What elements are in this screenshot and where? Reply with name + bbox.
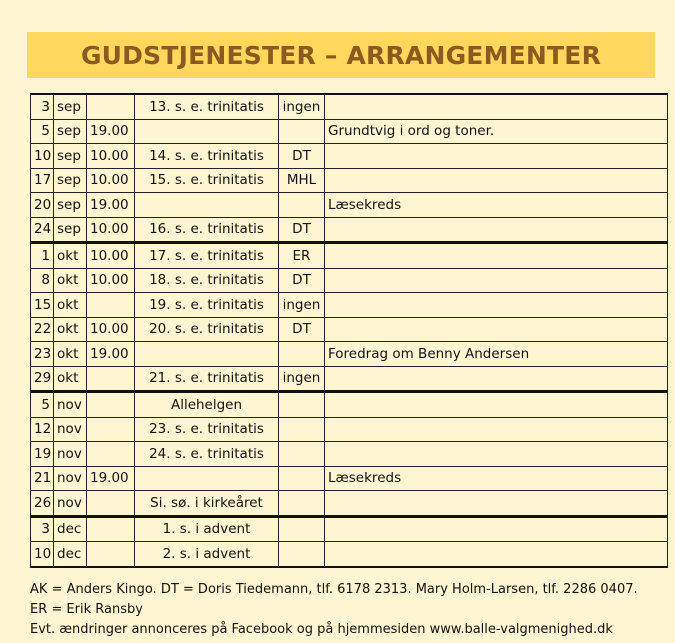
date-day-cell: 24: [31, 217, 54, 243]
service-cell: [135, 193, 279, 218]
time-cell: 19.00: [87, 193, 135, 218]
date-month-cell: okt: [54, 366, 87, 392]
time-cell: [87, 417, 135, 442]
schedule-row: [31, 217, 668, 243]
date-day-cell: 10: [31, 542, 54, 567]
priest-cell: [279, 516, 325, 542]
page-title: GUDSTJENESTER – ARRANGEMENTER: [80, 40, 602, 70]
service-cell: 16. s. e. trinitatis: [135, 217, 279, 243]
title-banner: [27, 32, 655, 78]
schedule-row: [31, 94, 668, 119]
date-day-cell: 22: [31, 317, 54, 342]
time-cell: 10.00: [87, 144, 135, 169]
time-cell: 10.00: [87, 217, 135, 243]
schedule-body: [31, 94, 668, 567]
date-month-cell: sep: [54, 119, 87, 144]
date-month-cell: dec: [54, 516, 87, 542]
date-month-cell: dec: [54, 542, 87, 567]
date-month-cell: nov: [54, 491, 87, 517]
date-month-cell: okt: [54, 317, 87, 342]
priest-cell: [279, 392, 325, 418]
service-cell: [135, 342, 279, 367]
date-day-cell: 26: [31, 491, 54, 517]
date-month-cell: nov: [54, 466, 87, 491]
schedule-row: [31, 542, 668, 567]
date-day-cell: 3: [31, 516, 54, 542]
event-note-cell: [325, 392, 668, 418]
time-cell: 19.00: [87, 466, 135, 491]
time-cell: 10.00: [87, 268, 135, 293]
date-day-cell: 5: [31, 392, 54, 418]
schedule-row: [31, 366, 668, 392]
schedule-row: [31, 392, 668, 418]
date-month-cell: okt: [54, 293, 87, 318]
time-cell: 19.00: [87, 119, 135, 144]
priest-cell: [279, 542, 325, 567]
date-day-cell: 29: [31, 366, 54, 392]
date-month-cell: nov: [54, 442, 87, 467]
schedule-table: [30, 93, 668, 568]
schedule-row: [31, 442, 668, 467]
time-cell: [87, 491, 135, 517]
event-note-cell: [325, 268, 668, 293]
priest-cell: DT: [279, 217, 325, 243]
service-cell: 20. s. e. trinitatis: [135, 317, 279, 342]
event-note-cell: [325, 217, 668, 243]
time-cell: 10.00: [87, 317, 135, 342]
time-cell: [87, 442, 135, 467]
event-note-cell: [325, 94, 668, 119]
event-note-cell: [325, 516, 668, 542]
time-cell: [87, 542, 135, 567]
priest-cell: [279, 442, 325, 467]
priest-cell: ingen: [279, 94, 325, 119]
schedule-row: [31, 342, 668, 367]
date-month-cell: sep: [54, 168, 87, 193]
service-cell: 24. s. e. trinitatis: [135, 442, 279, 467]
schedule-row: [31, 466, 668, 491]
time-cell: [87, 293, 135, 318]
event-note-cell: [325, 144, 668, 169]
service-cell: 14. s. e. trinitatis: [135, 144, 279, 169]
priest-cell: [279, 119, 325, 144]
schedule-row: [31, 243, 668, 269]
priest-cell: ER: [279, 243, 325, 269]
priest-cell: ingen: [279, 366, 325, 392]
time-cell: 19.00: [87, 342, 135, 367]
footer-line: ER = Erik Ransby: [30, 602, 143, 617]
service-cell: 13. s. e. trinitatis: [135, 94, 279, 119]
schedule-row: [31, 417, 668, 442]
schedule-row: [31, 293, 668, 318]
event-note-cell: Læsekreds: [325, 193, 668, 218]
event-note-cell: [325, 491, 668, 517]
schedule-row: [31, 119, 668, 144]
date-month-cell: sep: [54, 144, 87, 169]
priest-cell: DT: [279, 317, 325, 342]
service-cell: 15. s. e. trinitatis: [135, 168, 279, 193]
priest-cell: [279, 466, 325, 491]
event-note-cell: Grundtvig i ord og toner.: [325, 119, 668, 144]
event-note-cell: [325, 417, 668, 442]
date-month-cell: nov: [54, 417, 87, 442]
event-note-cell: [325, 542, 668, 567]
event-note-cell: Læsekreds: [325, 466, 668, 491]
service-cell: 1. s. i advent: [135, 516, 279, 542]
schedule-row: [31, 516, 668, 542]
service-cell: 18. s. e. trinitatis: [135, 268, 279, 293]
date-day-cell: 21: [31, 466, 54, 491]
priest-cell: DT: [279, 144, 325, 169]
service-cell: 19. s. e. trinitatis: [135, 293, 279, 318]
service-cell: 23. s. e. trinitatis: [135, 417, 279, 442]
priest-cell: [279, 491, 325, 517]
event-note-cell: [325, 243, 668, 269]
event-note-cell: [325, 366, 668, 392]
service-cell: [135, 466, 279, 491]
time-cell: 10.00: [87, 168, 135, 193]
event-note-cell: [325, 168, 668, 193]
date-day-cell: 20: [31, 193, 54, 218]
date-month-cell: okt: [54, 243, 87, 269]
priest-cell: ingen: [279, 293, 325, 318]
schedule-row: [31, 144, 668, 169]
footer-line: Evt. ændringer annonceres på Facebook og på hjemmesiden www.balle-valgmenighed.dk: [30, 622, 613, 637]
date-day-cell: 5: [31, 119, 54, 144]
date-day-cell: 23: [31, 342, 54, 367]
date-day-cell: 12: [31, 417, 54, 442]
date-day-cell: 8: [31, 268, 54, 293]
time-cell: 10.00: [87, 243, 135, 269]
date-day-cell: 19: [31, 442, 54, 467]
date-month-cell: okt: [54, 342, 87, 367]
event-note-cell: Foredrag om Benny Andersen: [325, 342, 668, 367]
event-note-cell: [325, 293, 668, 318]
service-cell: [135, 119, 279, 144]
service-cell: Allehelgen: [135, 392, 279, 418]
time-cell: [87, 392, 135, 418]
priest-cell: [279, 193, 325, 218]
date-month-cell: sep: [54, 217, 87, 243]
schedule-row: [31, 491, 668, 517]
date-day-cell: 15: [31, 293, 54, 318]
date-day-cell: 10: [31, 144, 54, 169]
priest-cell: DT: [279, 268, 325, 293]
schedule-row: [31, 317, 668, 342]
date-month-cell: sep: [54, 94, 87, 119]
service-cell: 21. s. e. trinitatis: [135, 366, 279, 392]
time-cell: [87, 94, 135, 119]
date-day-cell: 1: [31, 243, 54, 269]
event-note-cell: [325, 442, 668, 467]
date-day-cell: 3: [31, 94, 54, 119]
priest-cell: [279, 417, 325, 442]
service-cell: 17. s. e. trinitatis: [135, 243, 279, 269]
event-note-cell: [325, 317, 668, 342]
service-cell: 2. s. i advent: [135, 542, 279, 567]
priest-cell: [279, 342, 325, 367]
priest-cell: MHL: [279, 168, 325, 193]
time-cell: [87, 516, 135, 542]
date-month-cell: sep: [54, 193, 87, 218]
schedule-row: [31, 168, 668, 193]
date-month-cell: nov: [54, 392, 87, 418]
service-cell: Si. sø. i kirkeåret: [135, 491, 279, 517]
time-cell: [87, 366, 135, 392]
schedule-row: [31, 193, 668, 218]
schedule-row: [31, 268, 668, 293]
date-day-cell: 17: [31, 168, 54, 193]
date-month-cell: okt: [54, 268, 87, 293]
footer-line: AK = Anders Kingo. DT = Doris Tiedemann, tlf. 6178 2313. Mary Holm-Larsen, tlf. 2286 0407.: [30, 582, 638, 597]
footer-notes: [30, 580, 638, 640]
